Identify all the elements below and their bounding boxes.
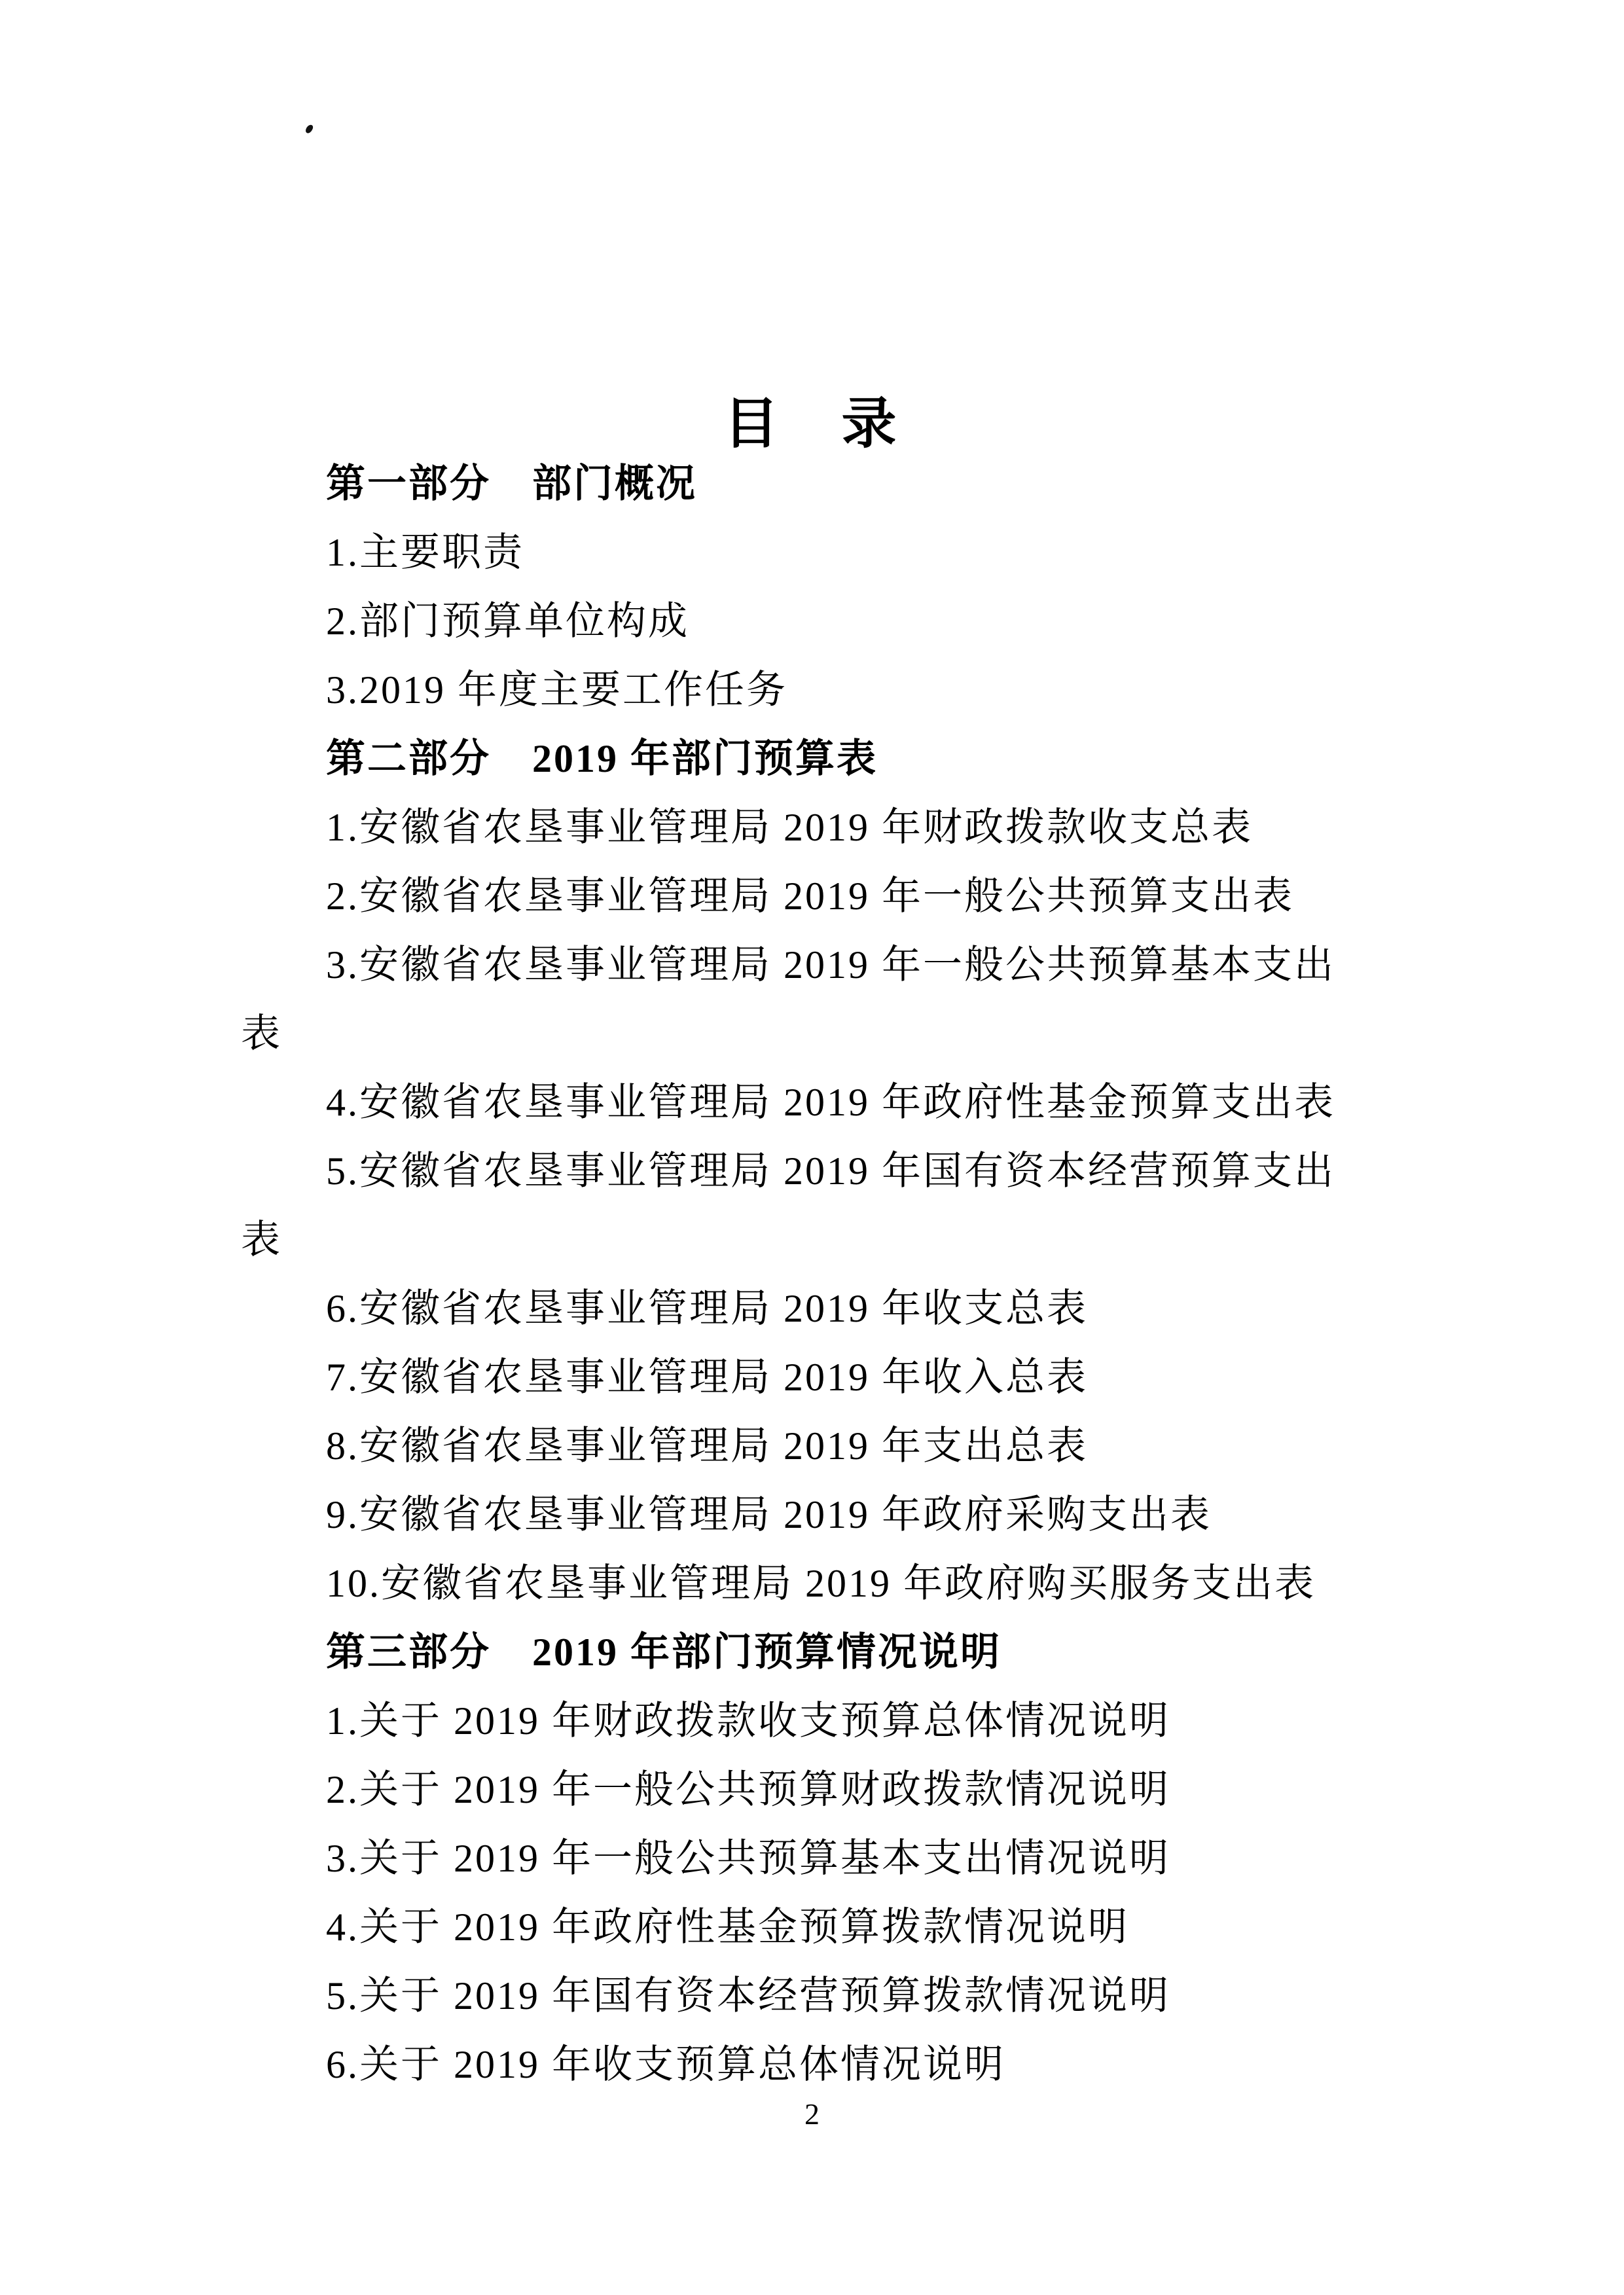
toc-entry: 4.安徽省农垦事业管理局 2019 年政府性基金预算支出表 (326, 1081, 1335, 1124)
toc-entry: 1.主要职责 (326, 531, 524, 574)
toc-entry: 8.安徽省农垦事业管理局 2019 年支出总表 (326, 1424, 1088, 1468)
toc-section-heading-part3: 第三部分 2019 年部门预算情况说明 (326, 1631, 1001, 1674)
page-number: 2 (804, 2097, 820, 2131)
toc-entry: 5.关于 2019 年国有资本经营预算拨款情况说明 (326, 1974, 1170, 2017)
toc-section-heading-part2: 第二部分 2019 年部门预算表 (326, 737, 878, 780)
toc-entry: 3.关于 2019 年一般公共预算基本支出情况说明 (326, 1837, 1170, 1880)
toc-entry: 3.2019 年度主要工作任务 (326, 668, 787, 712)
toc-entry-continuation: 表 (241, 1012, 282, 1055)
toc-entry: 9.安徽省农垦事业管理局 2019 年政府采购支出表 (326, 1493, 1212, 1536)
toc-entry: 2.安徽省农垦事业管理局 2019 年一般公共预算支出表 (326, 875, 1294, 918)
ink-speck-artifact (304, 124, 314, 135)
toc-entry: 1.安徽省农垦事业管理局 2019 年财政拨款收支总表 (326, 806, 1253, 849)
toc-entry: 5.安徽省农垦事业管理局 2019 年国有资本经营预算支出 (326, 1149, 1335, 1193)
toc-entry: 1.关于 2019 年财政拨款收支预算总体情况说明 (326, 1699, 1170, 1743)
page-title: 目 录 (723, 394, 901, 455)
toc-entry: 4.关于 2019 年政府性基金预算拨款情况说明 (326, 1906, 1129, 1949)
toc-entry: 3.安徽省农垦事业管理局 2019 年一般公共预算基本支出 (326, 943, 1335, 986)
toc-entry: 6.关于 2019 年收支预算总体情况说明 (326, 2043, 1005, 2086)
toc-entry: 2.关于 2019 年一般公共预算财政拨款情况说明 (326, 1768, 1170, 1811)
toc-entry: 7.安徽省农垦事业管理局 2019 年收入总表 (326, 1356, 1088, 1399)
toc-entry: 6.安徽省农垦事业管理局 2019 年收支总表 (326, 1287, 1088, 1330)
toc-entry-continuation: 表 (241, 1218, 282, 1261)
table-of-contents (241, 450, 1426, 2099)
toc-section-heading-part1: 第一部分 部门概况 (326, 462, 697, 505)
toc-entry: 2.部门预算单位构成 (326, 600, 689, 643)
toc-entry: 10.安徽省农垦事业管理局 2019 年政府购买服务支出表 (326, 1562, 1316, 1605)
